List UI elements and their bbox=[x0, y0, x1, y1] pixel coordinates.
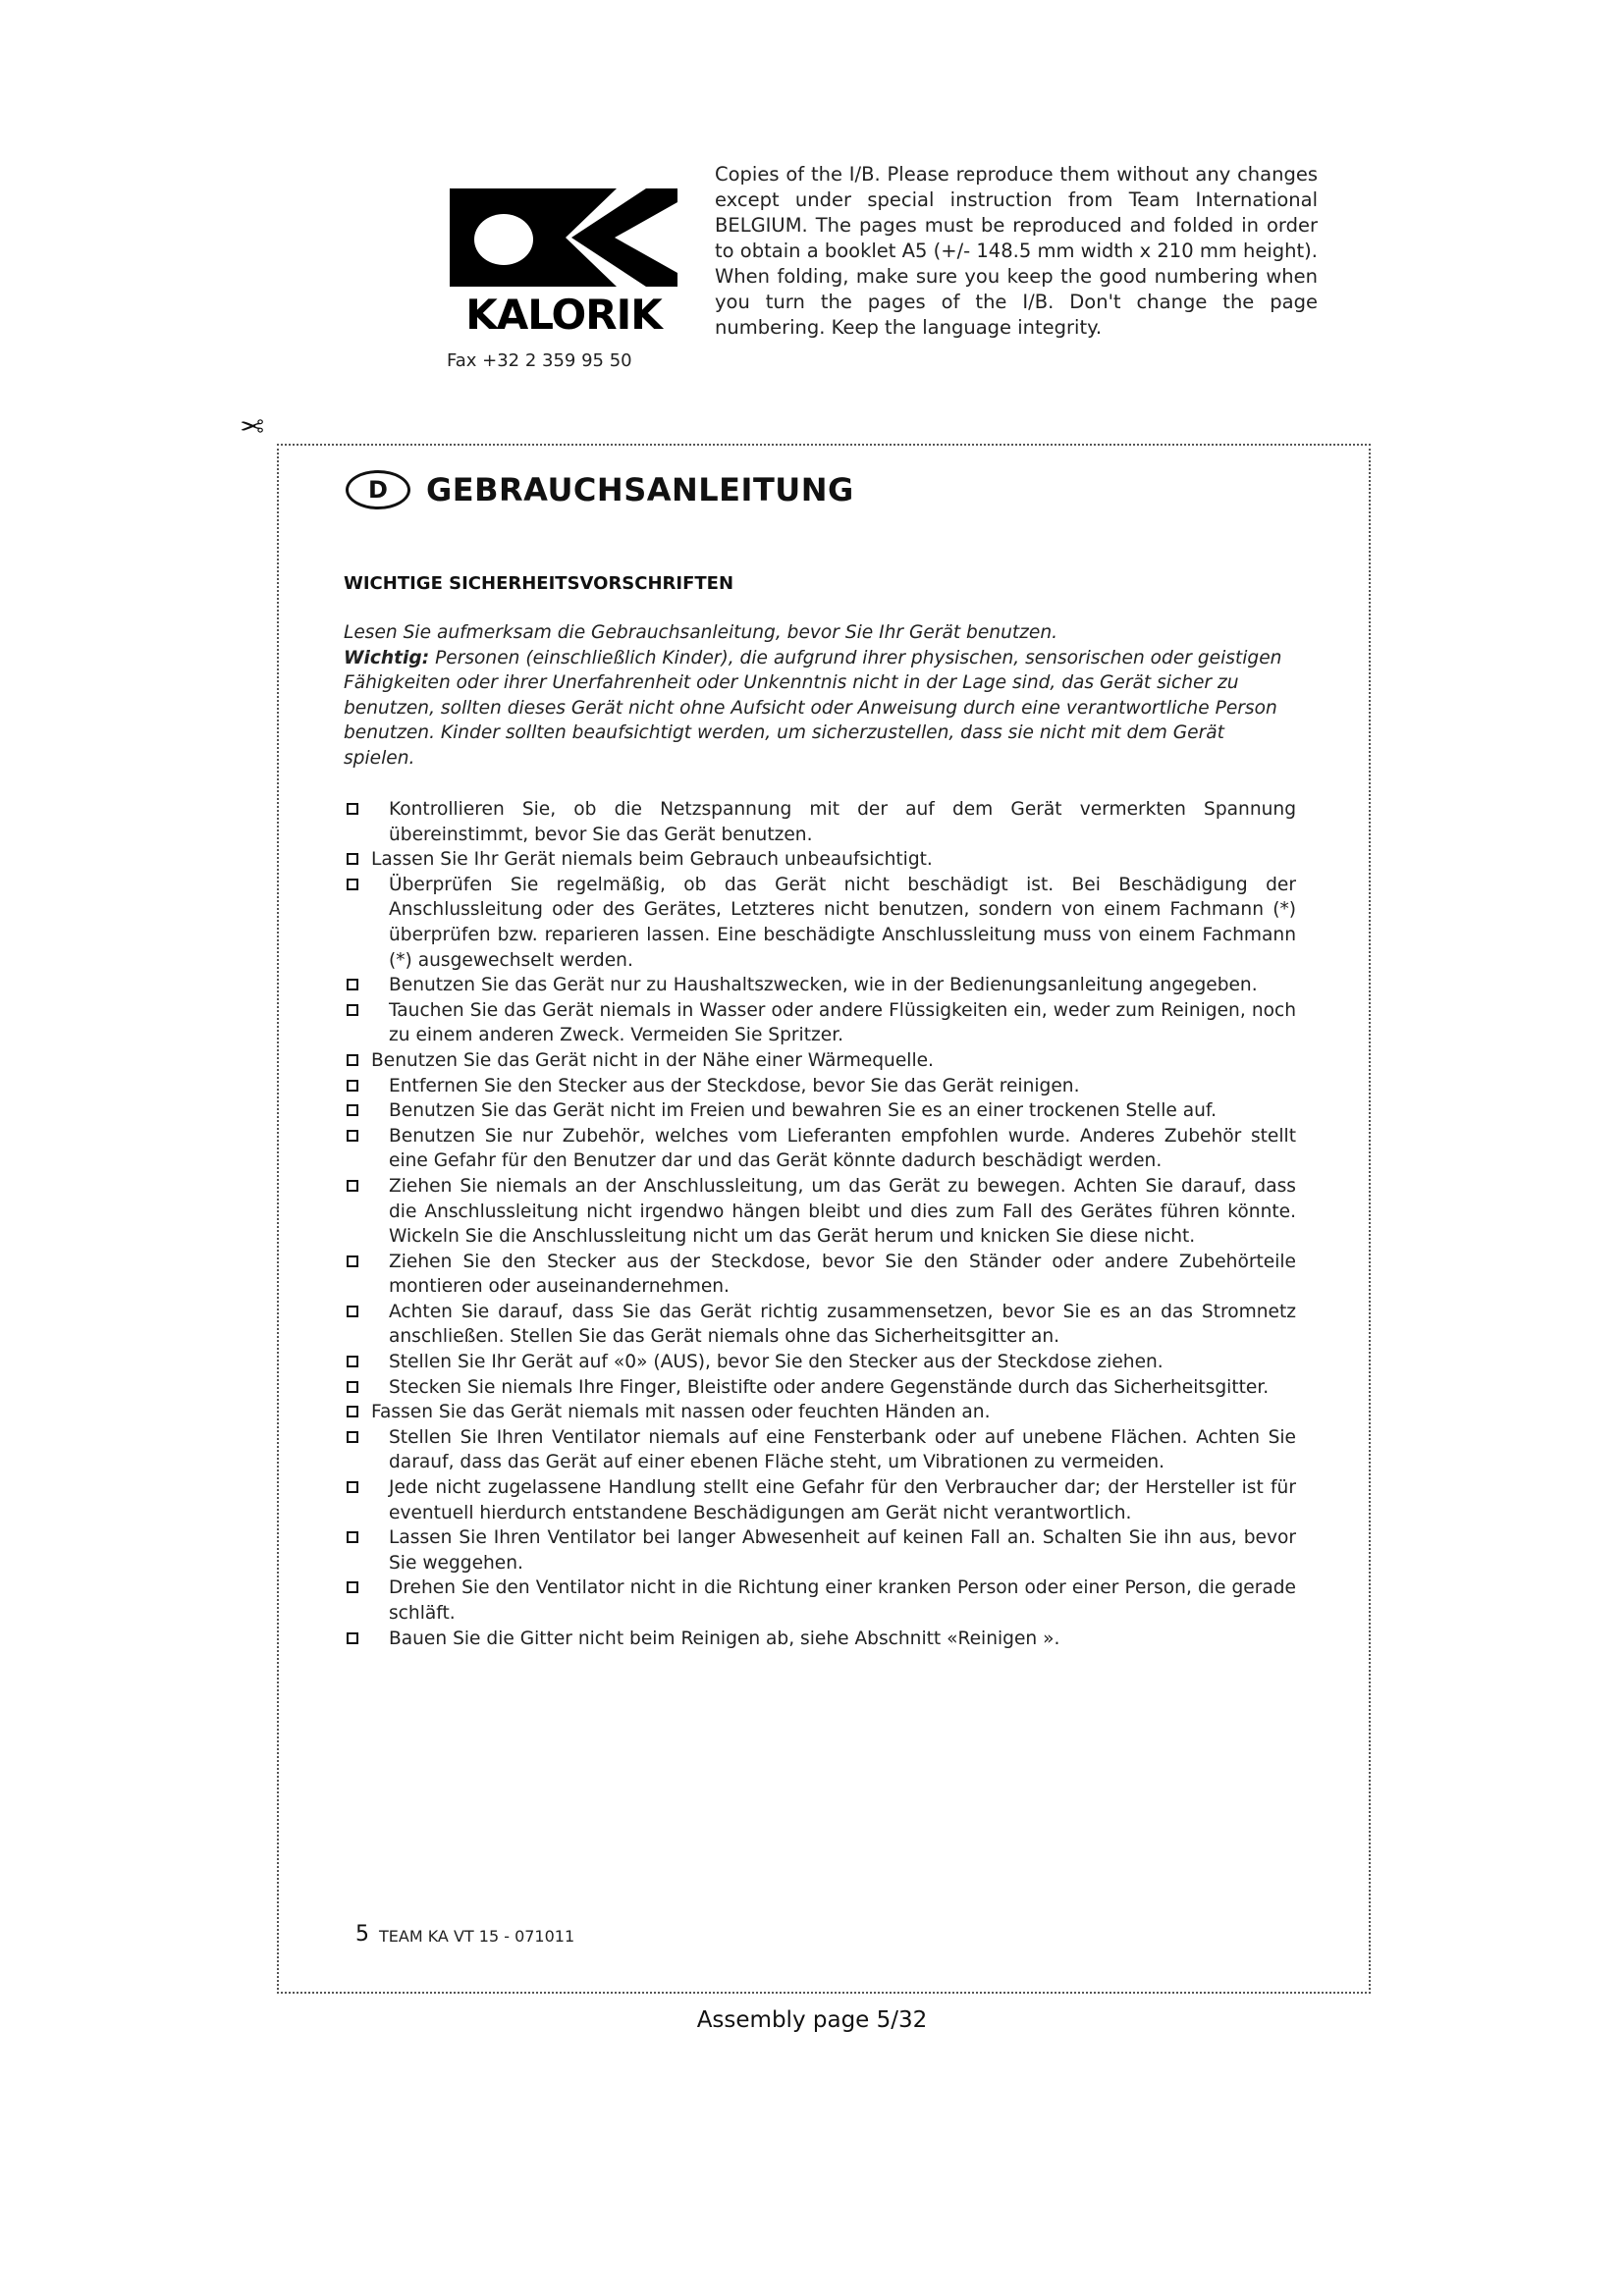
checkbox-bullet-icon bbox=[347, 1381, 358, 1393]
important-notice bbox=[344, 646, 1296, 772]
list-item: Ziehen Sie den Stecker aus der Steckdose, bevor Sie den Ständer oder andere Zubehörteile montieren oder auseinandernehmen. bbox=[344, 1250, 1296, 1300]
list-item: Stellen Sie Ihren Ventilator niemals auf eine Fensterbank oder auf unebene Flächen. Achten Sie darauf, dass das Gerät auf einer ebenen Fläche steht, um Vibrationen zu vermeiden. bbox=[344, 1425, 1296, 1475]
list-item: Überprüfen Sie regelmäßig, ob das Gerät nicht beschädigt ist. Bei Beschädigung der Anschlussleitung oder des Gerätes, Letzteres nicht benutzen, sondern von einem Fachmann (*) überprüfen bzw. reparieren lassen. Eine beschädigte Anschlussleitung muss von einem Fachmann (*) ausgewechselt werden. bbox=[344, 873, 1296, 973]
list-item: Lassen Sie Ihr Gerät niemals beim Gebrauch unbeaufsichtigt. bbox=[344, 847, 1296, 873]
list-item: Bauen Sie die Gitter nicht beim Reinigen ab, siehe Abschnitt «Reinigen ». bbox=[344, 1627, 1296, 1652]
language-badge: D bbox=[346, 470, 410, 509]
intro-paragraph bbox=[344, 620, 1296, 771]
checkbox-bullet-icon bbox=[347, 1080, 358, 1092]
list-item: Stecken Sie niemals Ihre Finger, Bleistifte oder andere Gegenstände durch das Sicherheitsgitter. bbox=[344, 1375, 1296, 1401]
fax-number: Fax +32 2 359 95 50 bbox=[447, 350, 632, 371]
list-item: Achten Sie darauf, dass Sie das Gerät richtig zusammensetzen, bevor Sie es an das Stromnetz anschließen. Stellen Sie das Gerät niemals ohne das Sicherheitsgitter an. bbox=[344, 1300, 1296, 1350]
checkbox-bullet-icon bbox=[347, 1581, 358, 1593]
list-item: Benutzen Sie das Gerät nur zu Haushaltszwecken, wie in der Bedienungsanleitung angegeben. bbox=[344, 973, 1296, 998]
checkbox-bullet-icon bbox=[347, 1632, 358, 1644]
list-item: Entfernen Sie den Stecker aus der Steckdose, bevor Sie das Gerät reinigen. bbox=[344, 1074, 1296, 1099]
list-item: Kontrollieren Sie, ob die Netzspannung mit der auf dem Gerät vermerkten Spannung übereinstimmt, bevor Sie das Gerät benutzen. bbox=[344, 797, 1296, 847]
checkbox-bullet-icon bbox=[347, 1004, 358, 1016]
brand-name: KALORIK bbox=[465, 291, 662, 339]
checkbox-bullet-icon bbox=[347, 1255, 358, 1267]
checkbox-bullet-icon bbox=[347, 1406, 358, 1417]
intro-line: Lesen Sie aufmerksam die Gebrauchsanleitung, bevor Sie Ihr Gerät benutzen. bbox=[344, 622, 1058, 643]
list-item: Stellen Sie Ihr Gerät auf «0» (AUS), bevor Sie den Stecker aus der Steckdose ziehen. bbox=[344, 1350, 1296, 1375]
safety-rules-list bbox=[344, 797, 1296, 1651]
checkbox-bullet-icon bbox=[347, 853, 358, 865]
list-item: Lassen Sie Ihren Ventilator bei langer Abwesenheit auf keinen Fall an. Schalten Sie ihn aus, bevor Sie weggehen. bbox=[344, 1525, 1296, 1575]
scissors-icon: ✂ bbox=[240, 407, 265, 442]
checkbox-bullet-icon bbox=[347, 1180, 358, 1192]
kalorik-logo bbox=[450, 188, 677, 339]
checkbox-bullet-icon bbox=[347, 1054, 358, 1066]
important-label: Wichtig: bbox=[344, 647, 430, 668]
checkbox-bullet-icon bbox=[347, 1356, 358, 1367]
list-item: Benutzen Sie nur Zubehör, welches vom Lieferanten empfohlen wurde. Anderes Zubehör stellt eine Gefahr für den Benutzer dar und das Gerät könnte dadurch beschädigt werden. bbox=[344, 1124, 1296, 1174]
list-item: Ziehen Sie niemals an der Anschlussleitung, um das Gerät zu bewegen. Achten Sie darauf, dass die Anschlussleitung nicht irgendwo hängen bleibt und dies zum Fall des Gerätes führen könnte. Wickeln Sie die Anschlussleitung nicht um das Gerät herum und knicken Sie diese nicht. bbox=[344, 1174, 1296, 1250]
list-item: Jede nicht zugelassene Handlung stellt eine Gefahr für den Verbraucher dar; der Hersteller ist für eventuell hierdurch entstandene Beschädigungen am Gerät nicht verantwortlich. bbox=[344, 1475, 1296, 1525]
list-item: Benutzen Sie das Gerät nicht im Freien und bewahren Sie es an einer trockenen Stelle auf. bbox=[344, 1098, 1296, 1124]
checkbox-bullet-icon bbox=[347, 879, 358, 890]
reproduction-instructions: Copies of the I/B. Please reproduce them without any changes except under special instruction from Team International BELGIUM. The pages must be reproduced and folded in order to obtain a booklet A5 (+/- 148.5 mm width x 210 mm height). When folding, make sure you keep the good numbering when you turn the pages of the I/B. Don't change the page numbering. Keep the language integrity. bbox=[715, 163, 1318, 339]
checkbox-bullet-icon bbox=[347, 803, 358, 815]
document-code: TEAM KA VT 15 - 071011 bbox=[379, 1927, 575, 1946]
checkbox-bullet-icon bbox=[347, 979, 358, 990]
list-item: Tauchen Sie das Gerät niemals in Wasser oder andere Flüssigkeiten ein, weder zum Reinigen, noch zu einem anderen Zweck. Vermeiden Sie Spritzer. bbox=[344, 998, 1296, 1048]
checkbox-bullet-icon bbox=[347, 1531, 358, 1543]
manual-title bbox=[346, 465, 854, 514]
list-item: Fassen Sie das Gerät niemals mit nassen oder feuchten Händen an. bbox=[344, 1400, 1296, 1425]
list-item: Benutzen Sie das Gerät nicht in der Nähe einer Wärmequelle. bbox=[344, 1048, 1296, 1074]
kalorik-logo-mark bbox=[450, 188, 677, 296]
section-heading: WICHTIGE SICHERHEITSVORSCHRIFTEN bbox=[344, 573, 734, 594]
checkbox-bullet-icon bbox=[347, 1306, 358, 1317]
page-title: GEBRAUCHSANLEITUNG bbox=[426, 471, 854, 508]
important-text: Personen (einschließlich Kinder), die aufgrund ihrer physischen, sensorischen oder geistigen Fähigkeiten oder ihrer Unerfahrenheit oder Unkenntnis nicht in der Lage sind, das Gerät sicher zu benutzen, sollten dieses Gerät nicht ohne Aufsicht oder Anweisung durch eine verantwortliche Person benutzen. Kinder sollten beaufsichtigt werden, um sicherzustellen, dass sie nicht mit dem Gerät spielen. bbox=[344, 647, 1282, 769]
assembly-page-label: Assembly page 5/32 bbox=[696, 2007, 928, 2033]
checkbox-bullet-icon bbox=[347, 1431, 358, 1443]
page-number: 5 bbox=[355, 1922, 369, 1947]
checkbox-bullet-icon bbox=[347, 1130, 358, 1142]
checkbox-bullet-icon bbox=[347, 1481, 358, 1493]
checkbox-bullet-icon bbox=[347, 1104, 358, 1116]
list-item: Drehen Sie den Ventilator nicht in die Richtung einer kranken Person oder einer Person, die gerade schläft. bbox=[344, 1575, 1296, 1626]
